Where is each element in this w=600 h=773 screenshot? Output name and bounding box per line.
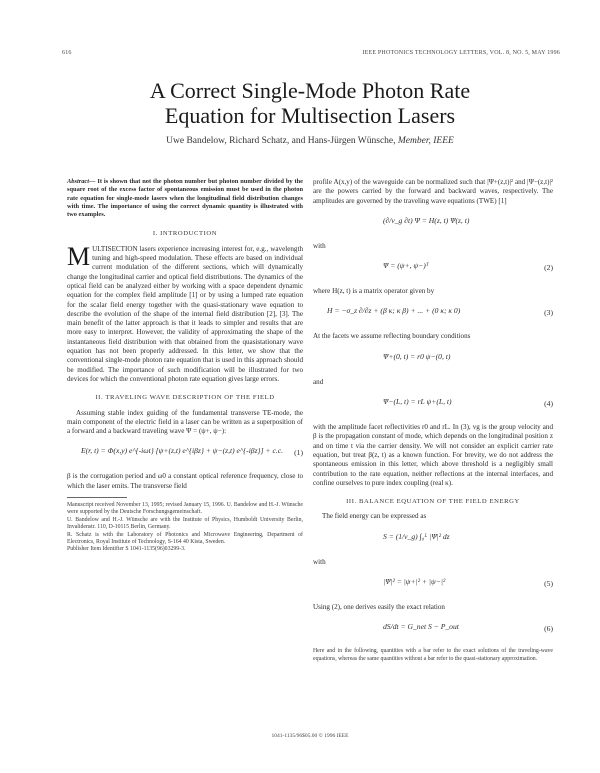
paper-title [60,78,560,128]
title-line-2: Equation for Multisection Lasers [164,103,456,128]
equation-7 [313,571,553,599]
abstract-label: Abstract— [67,178,96,185]
title-line-1: A Correct Single-Mode Photon Rate [149,78,471,103]
equation-5-number: (4) [544,399,553,409]
equation-7-body: |Ψ|² = |ψ+|² + |ψ−|² [383,577,446,587]
right-paragraph-3: At the facets we assume reflecting boundary conditions [313,332,471,341]
section2-paragraph: Assuming stable index guiding of the fundamental transverse TE-mode, the main component of the electric field in a laser can be written as a superposition of a forward and a backward traveling wave Ψ = (ψ+, ψ−): [67,408,303,436]
equation-1-number: (1) [294,448,303,458]
equation-6-body: S = (1/v_g) ∫₀ᴸ |Ψ|² dz [383,531,450,541]
equation-5-body: Ψ−(L, t) = rL ψ+(L, t) [383,397,452,407]
equation-8-number: (6) [544,624,553,634]
equation-6 [313,526,553,554]
intro-text: ULTISECTION lasers experience increasing interest for, e.g., wavelength tuning and high-speed modulation. These effects are based on individual current modulation of the different sections, which will dynamically change the longitudinal carrier and optical field distributions. The dynamics of the optical field can be analyzed either by working with a space dependent dynamic equation for the complex field amplitude [1] or by using a lumped rate equation for the scalar field energy together with the quasi-stationary wave equation to describe the evolution of the shape of the internal field distribution [2], [3]. The main benefit of the latter approach is that it leads to simpler and results that are more easy to interpret. However, the validity of approximating the shape of the instantaneous field distribution with that obtained from the quasistationary wave equation has not been properly addressed. In this letter, we show that the conventional single-mode photon rate equation that is used in this approach should be modified. The importance of such modification will be illustrated for two devices for which the conventional photon rate equation gives large errors. [67,244,303,383]
left-column [67,178,303,554]
equation-2-number: (2) [544,263,553,273]
section-twe-heading: II. TRAVELING WAVE DESCRIPTION OF THE FIELD [95,394,275,402]
footnote-received: Manuscript received November 13, 1995; revised January 15, 1996. U. Bandelow and H.-J. Wünsche were supported by the Deutsche Forschungsgemeinschaft. [67,502,303,516]
section-intro-heading: I. INTRODUCTION [152,230,218,238]
journal-header: IEEE PHOTONICS TECHNOLOGY LETTERS, VOL. 8, NO. 5, MAY 1996 [362,50,560,56]
right-column [313,178,553,663]
right-note: Here and in the following, quantities with a bar refer to the exact solutions of the traveling-wave equations, whereas the same quantities without a bar refer to the quasi-stationary approximation. [313,648,553,662]
author-membership: Member, IEEE [397,136,454,146]
equation-2-body: Ψ = (ψ+, ψ−)ᵀ [383,261,429,271]
equation-2 [313,255,553,283]
right-paragraph-6: Using (2), one derives easily the exact relation [313,603,445,612]
abstract-text: It is shown that not the photon number but photon number divided by the square root of the excess factor of spontaneous emission must be used in the photon rate equation for single-mode lasers when the longitudinal field distribution changes with time. The importance of using the correct dynamic quantity is illustrated with two examples. [67,178,304,219]
authors [60,136,560,146]
with-label: with [313,241,326,250]
right-paragraph-2: where H(z, t) is a matrix operator given by [313,287,435,296]
copyright-code: 1041-1135/96$05.00 © 1996 IEEE [271,733,349,739]
equation-4-body: Ψ+(0, t) = r0 ψ−(0, t) [383,351,451,361]
with-label-2: with [313,557,326,566]
dropcap: M [67,241,91,271]
right-paragraph-5: The field energy can be expressed as [322,512,427,521]
and-label: and [313,377,324,386]
footnote-schatz: R. Schatz is with the Laboratory of Photonics and Microwave Engineering, Department of Electronics, Royal Institute of Technology, S-164 40 Kista, Sweden. [67,531,303,546]
equation-1 [67,440,303,468]
right-paragraph-1: profile A(x,y) of the waveguide can be normalized such that |Ψ+(z,t)|² and |Ψ−(z,t)|² are the powers carried by the forward and backward waves, respectively. The amplitudes are governed by the traveling wave equations (TWE) [1] [313,178,553,205]
equation-8 [313,616,553,644]
equation-3-number: (3) [544,308,553,318]
footnote-rule [67,497,127,498]
equation-3 [313,300,553,328]
section2-paragraph-2: β is the corrugation period and ω0 a constant optical reference frequency, close to which the laser emits. The transverse field [67,472,303,490]
footnote-publisher: Publisher Item Identifier S 1041-1135(96)03299-3. [67,546,186,553]
equation-twe [313,210,553,238]
page-number: 616 [62,50,72,56]
footnote-bandelow: U. Bandelow and H.-J. Wünsche are with the Institute of Physics, Humboldt University Berlin, Invalidenstr. 110, D-10115 Berlin, Germany. [67,516,303,531]
right-paragraph-4: with the amplitude facet reflectivities r0 and rL. In (3), vg is the group velocity and β is the propagation constant of mode, which depends on the longitudinal position z and on time t via the carrier density. We will not consider an explicit carrier rate equation, but treat β(z, t) as a known function. For brevity, we do not address the spontaneous emission in this letter, which above threshold is a negligibly small contribution to the rate equation, neither reflections at the internal interfaces, and confine ourselves to pure index coupling (real κ). [313,423,553,487]
abstract [67,178,303,219]
equation-8-body: dS/dt = G_net S − P_out [383,622,459,632]
equation-5 [313,391,553,419]
equation-7-number: (5) [544,579,553,589]
equation-3-body: H = −σ_z ∂/∂z + (β κ; κ β) + ... + (0 κ; κ 0) [327,306,461,316]
equation-twe-body: (∂/v_g ∂t) Ψ = H(z, t) Ψ(z, t) [383,215,470,225]
author-names: Uwe Bandelow, Richard Schatz, and Hans-Jürgen Wünsche, [166,136,396,146]
equation-1-body: E(r, t) = Φ(x,y) e^{-iωt} [ψ+(z,t) e^{iβz} + ψ−(z,t) e^{-iβz}] + c.c. [81,446,283,456]
equation-4 [313,346,553,374]
intro-paragraph [67,241,303,384]
section-energy-heading: III. BALANCE EQUATION OF THE FIELD ENERGY [346,498,520,506]
